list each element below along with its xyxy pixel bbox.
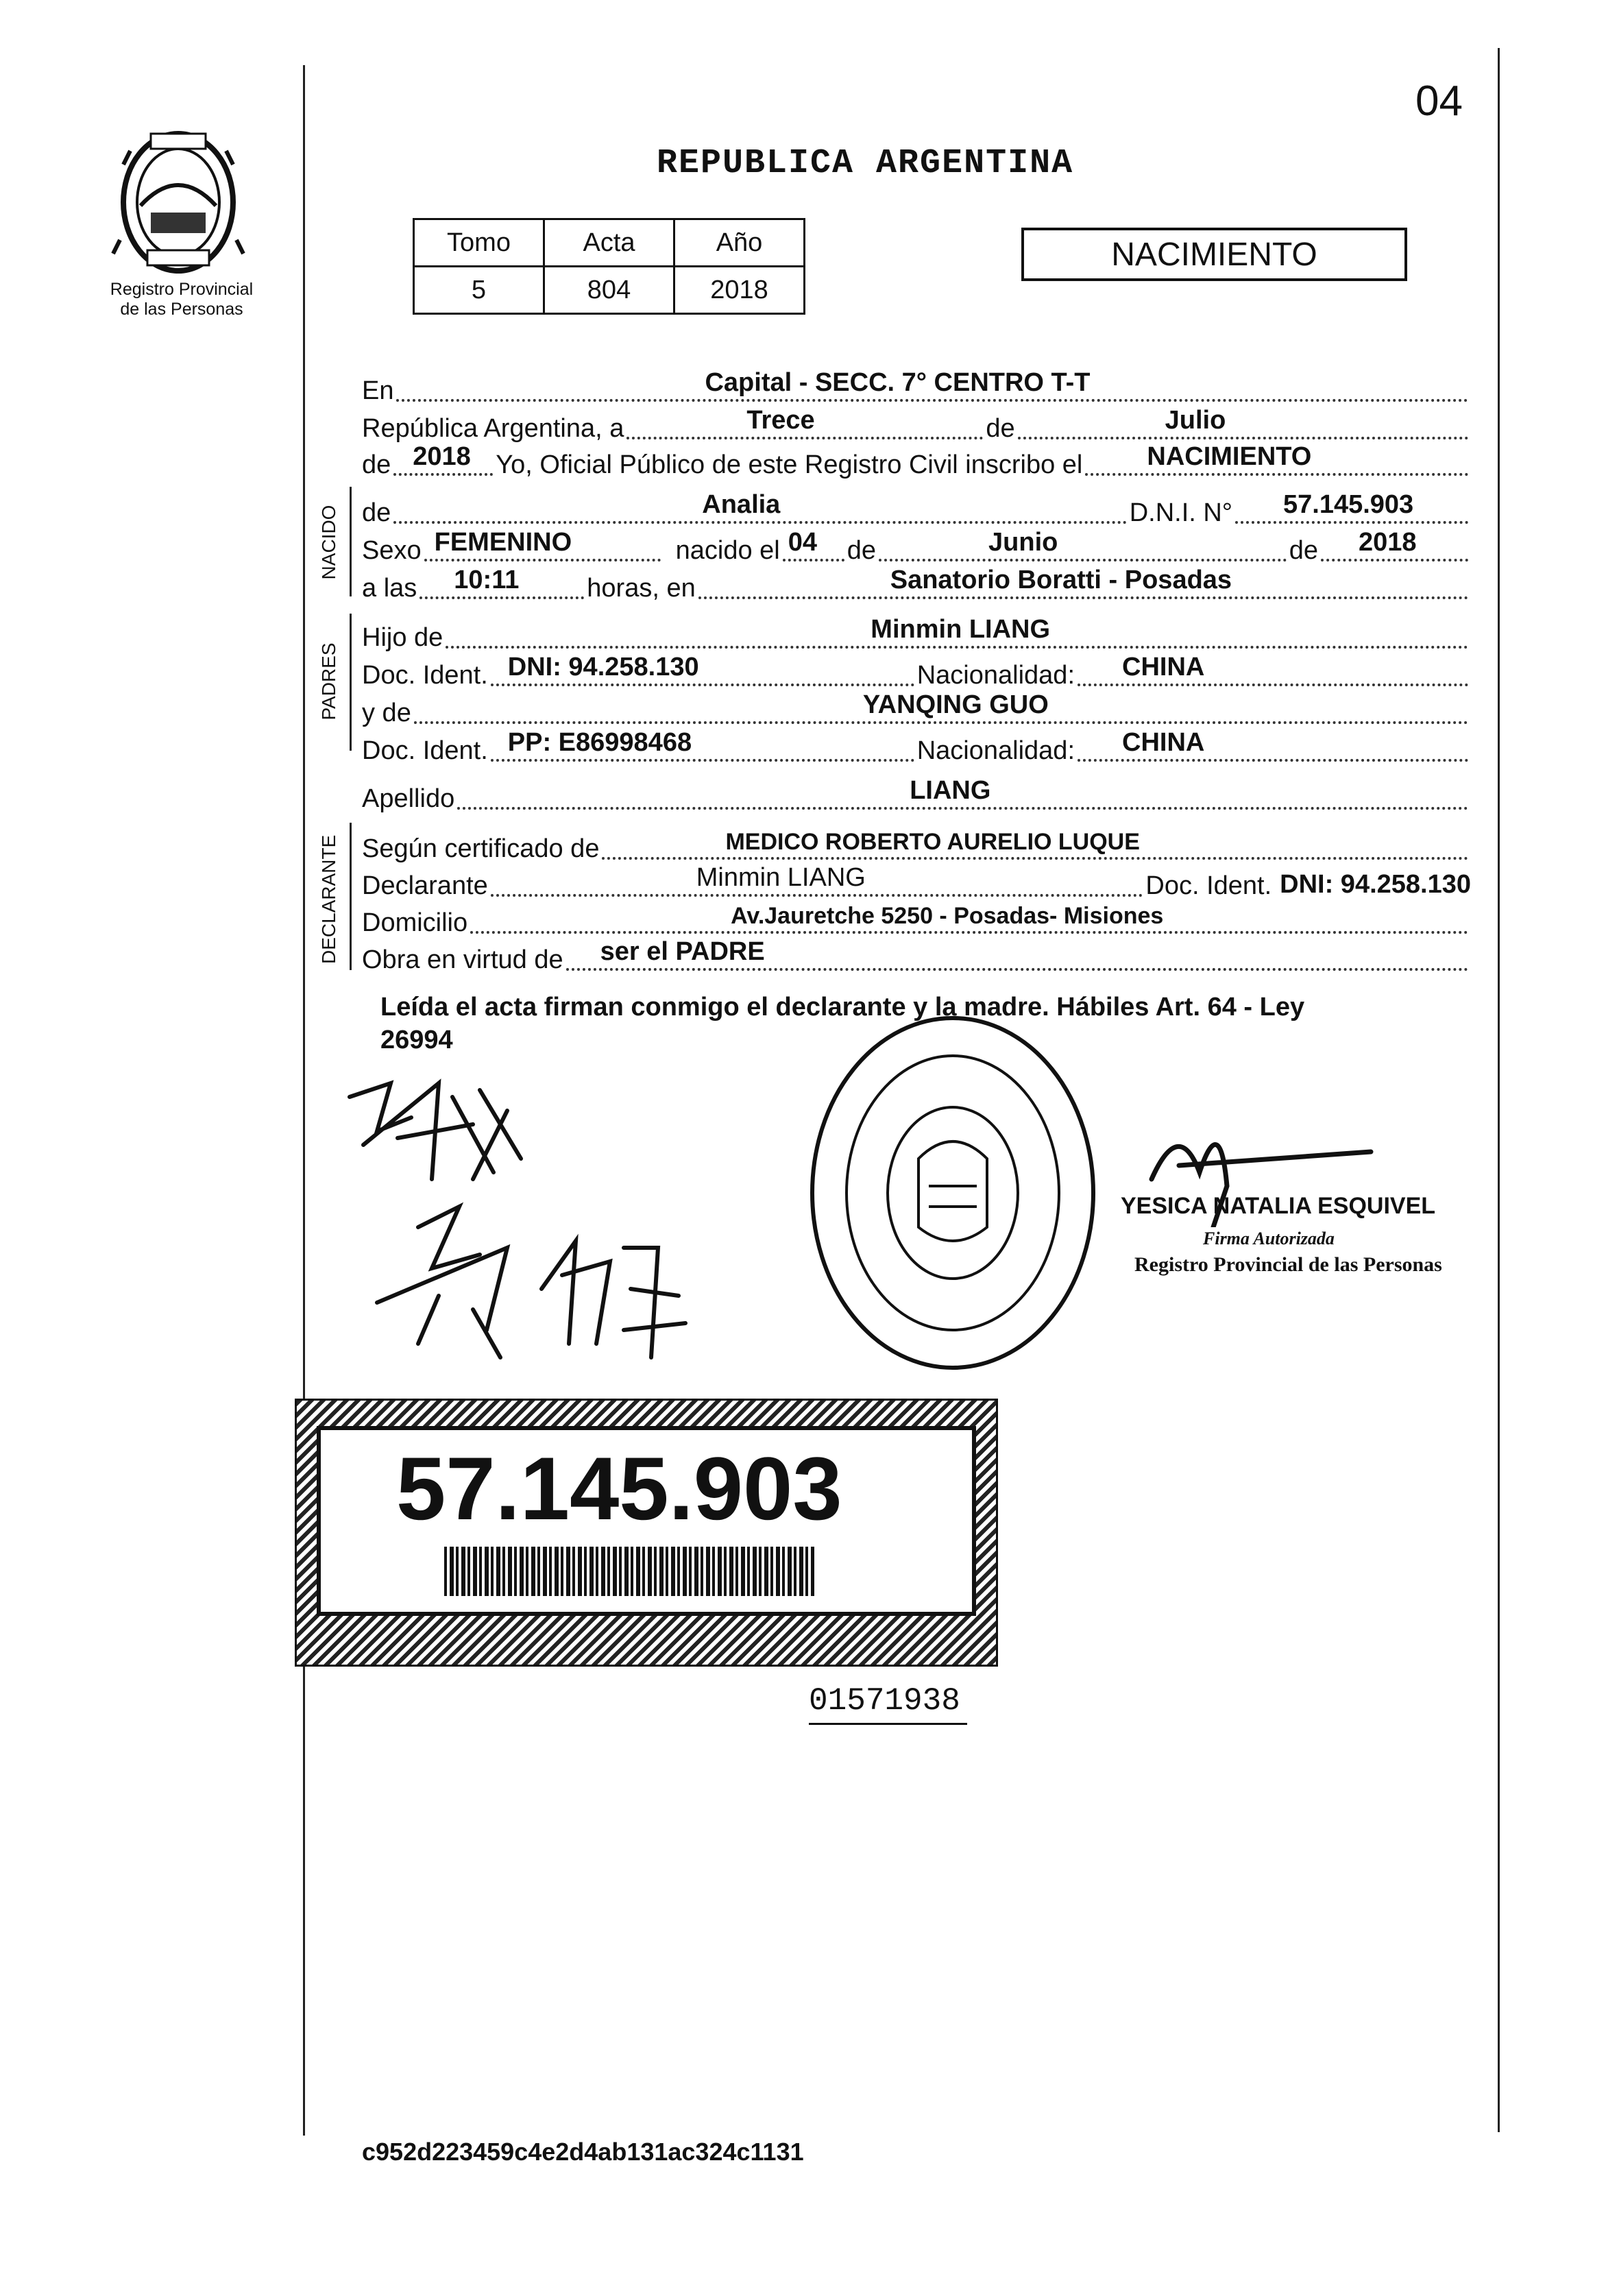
form-row-en: En Capital - SECC. 7° CENTRO T-T — [362, 370, 1471, 406]
birth-day-value: 04 — [788, 528, 818, 557]
declarante-doc-value: DNI: 94.258.130 — [1280, 870, 1471, 899]
mother-nationality-value: CHINA — [1122, 728, 1205, 757]
signer-role: Firma Autorizada — [1203, 1229, 1335, 1248]
father-doc-value: DNI: 94.258.130 — [507, 653, 699, 681]
ref-value-acta: 804 — [544, 267, 674, 314]
document-type-box: NACIMIENTO — [1021, 228, 1407, 281]
month-value: Julio — [1165, 406, 1226, 435]
birth-year-value: 2018 — [1359, 528, 1417, 557]
country-title: REPUBLICA ARGENTINA — [657, 144, 1074, 183]
left-margin-line — [303, 65, 305, 2136]
apellido-value: LIANG — [910, 776, 991, 805]
birth-place-value: Sanatorio Boratti - Posadas — [890, 566, 1232, 594]
inscribo-value: NACIMIENTO — [1147, 442, 1312, 471]
form-row-domicilio: Domicilio Av.Jauretche 5250 - Posadas- Misiones — [362, 902, 1471, 938]
child-name-value: Analia — [702, 490, 781, 519]
form-row-certificado: Según certificado de MEDICO ROBERTO AURELIO LUQUE — [362, 828, 1471, 864]
padres-section-label: PADRES — [318, 642, 339, 721]
ref-header-acta: Acta — [544, 219, 674, 267]
form-row-father: Hijo de Minmin LIANG — [362, 617, 1471, 653]
child-dni-value: 57.145.903 — [1283, 490, 1414, 519]
form-row-apellido: Apellido LIANG — [362, 778, 1471, 814]
ref-value-tomo: 5 — [414, 267, 544, 314]
dni-label — [317, 1426, 976, 1616]
parent-signatures — [336, 1070, 720, 1385]
signer-registry: Registro Provincial de las Personas — [1134, 1253, 1442, 1276]
ref-header-ano: Año — [674, 219, 805, 267]
birth-month-value: Junio — [988, 528, 1058, 557]
registry-name: Registro Provincial de las Personas — [110, 280, 254, 319]
domicilio-value: Av.Jauretche 5250 - Posadas- Misiones — [731, 903, 1164, 929]
mother-doc-value: PP: E86998468 — [507, 728, 692, 757]
form-row-time: a las 10:11 horas, en Sanatorio Boratti - Posadas — [362, 568, 1471, 603]
form-row-mother: y de YANQING GUO — [362, 692, 1471, 728]
official-stamp — [802, 1008, 1104, 1378]
document-hash: c952d223459c4e2d4ab131ac324c1131 — [362, 2138, 804, 2166]
barcode — [444, 1547, 814, 1596]
form-row-year: de 2018 Yo, Oficial Público de este Registro Civil inscribo el NACIMIENTO — [362, 444, 1471, 480]
form-row-declarante: Declarante Minmin LIANG Doc. Ident. DNI: 94.258.130 — [362, 863, 1471, 900]
nacido-section-label: NACIDO — [318, 505, 339, 580]
ref-header-tomo: Tomo — [414, 219, 544, 267]
signer-name: YESICA NATALIA ESQUIVEL — [1121, 1193, 1436, 1219]
form-row-sexo: Sexo FEMENINO nacido el 04 de Junio de 2018 — [362, 530, 1471, 566]
form-row-obra: Obra en virtud de ser el PADRE — [362, 939, 1471, 975]
declarante-value: Minmin LIANG — [696, 863, 866, 892]
right-margin-line — [1498, 48, 1500, 2132]
day-value: Trece — [746, 406, 815, 435]
closing-statement: Leída el acta firman conmigo el declarante y la madre. Hábiles Art. 64 - Ley 26994 — [380, 993, 1305, 1054]
mother-name-value: YANQING GUO — [862, 690, 1049, 719]
page-number: 04 — [1415, 77, 1463, 125]
form-row-date: República Argentina, a Trece de Julio — [362, 408, 1471, 444]
obra-value: ser el PADRE — [600, 937, 765, 966]
year-value: 2018 — [413, 442, 471, 471]
form-row-mother-doc: Doc. Ident. PP: E86998468 Nacionalidad: CHINA — [362, 730, 1471, 766]
dni-label-number: 57.145.903 — [396, 1438, 842, 1538]
father-name-value: Minmin LIANG — [871, 615, 1051, 644]
ref-value-ano: 2018 — [674, 267, 805, 314]
certificado-value: MEDICO ROBERTO AURELIO LUQUE — [725, 829, 1140, 855]
declarante-section-label: DECLARANTE — [318, 834, 339, 964]
form-row-father-doc: Doc. Ident. DNI: 94.258.130 Nacionalidad: CHINA — [362, 655, 1471, 690]
en-value: Capital - SECC. 7° CENTRO T-T — [705, 368, 1091, 397]
father-nationality-value: CHINA — [1122, 653, 1205, 681]
form-row-name: de Analia D.N.I. N° 57.145.903 — [362, 492, 1471, 528]
time-value: 10:11 — [454, 566, 520, 594]
provincial-emblem — [110, 123, 247, 281]
reference-table — [413, 218, 805, 315]
sexo-value: FEMENINO — [434, 528, 572, 557]
serial-number: 01571938 — [809, 1683, 967, 1725]
